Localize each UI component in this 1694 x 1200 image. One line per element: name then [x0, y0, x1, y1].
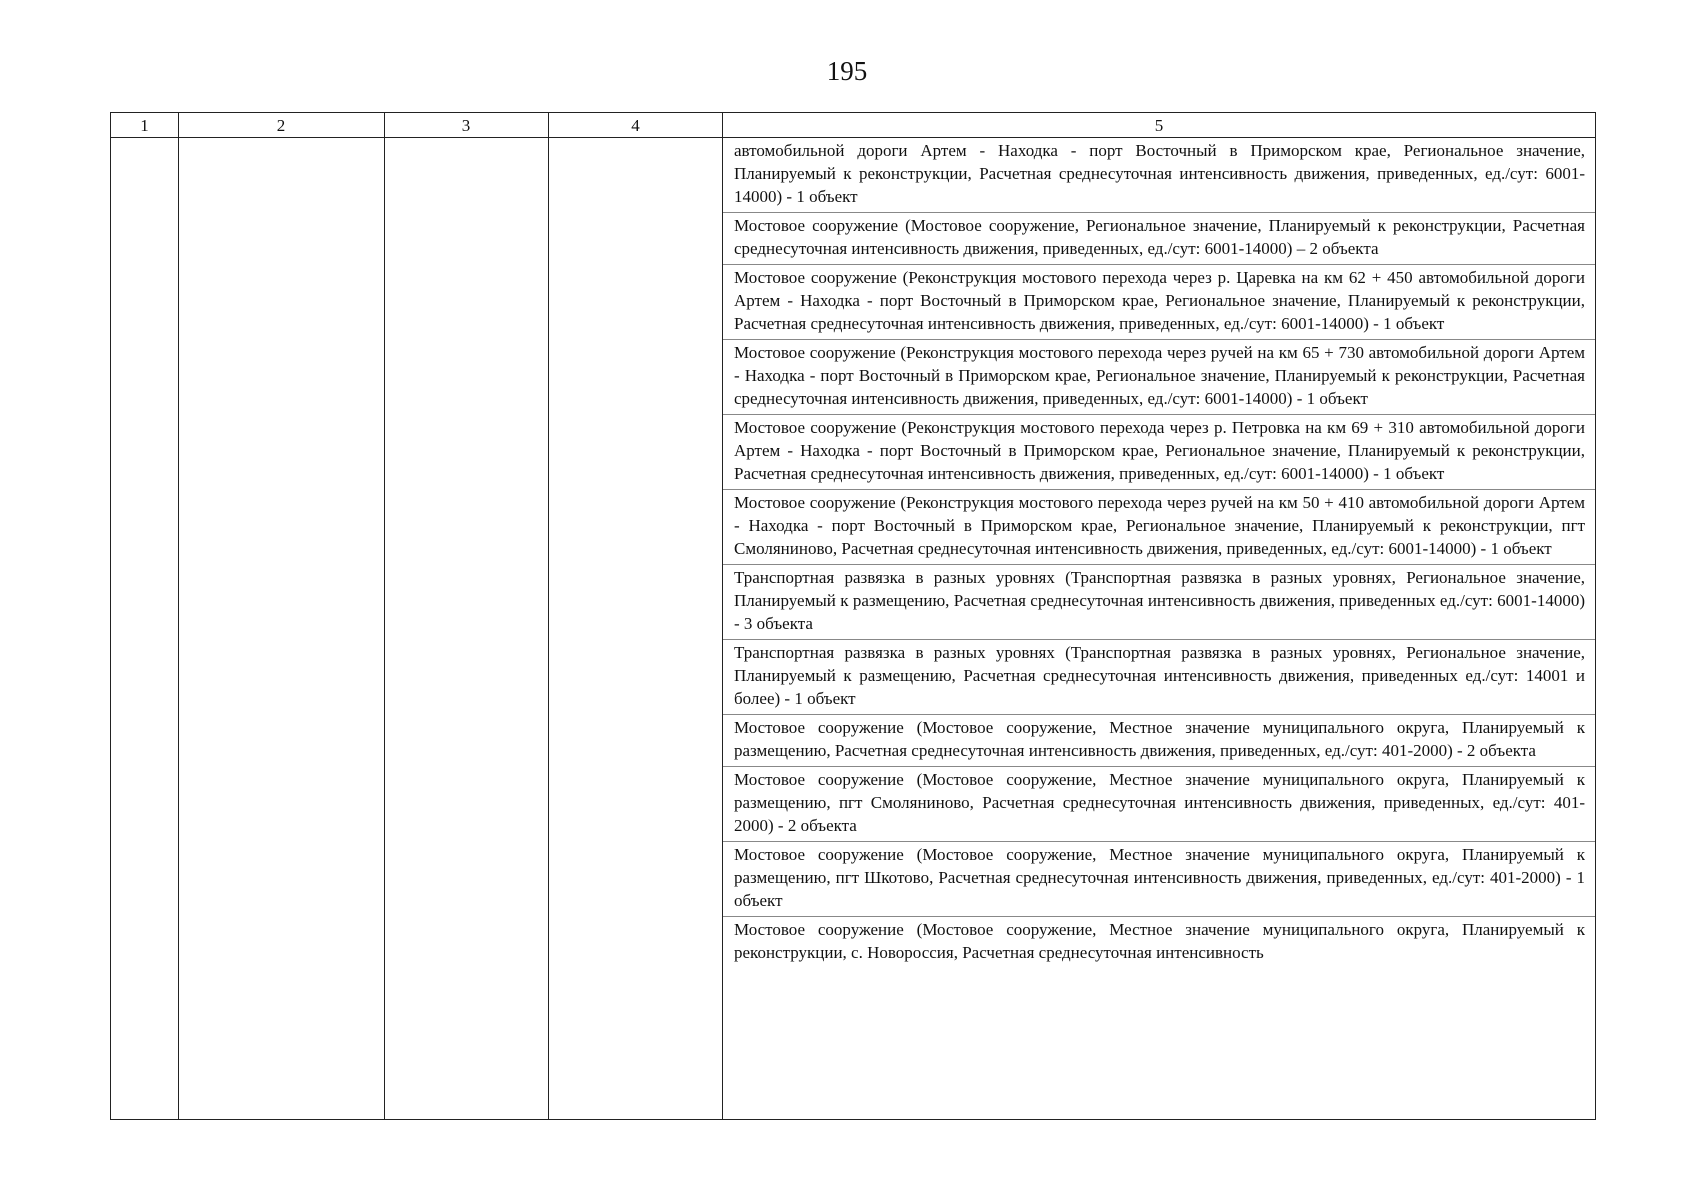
table-cell-entry: Мостовое сооружение (Реконструкция мостового перехода через ручей на км 65 + 730 автомобильной дороги Артем - Находка - порт Восточный в Приморском крае, Региональное значение, Планируемый к реконструкции, Расчетная среднесуточная интенсивность движения, приведенных, ед./сут: 6001-14000) - 1 объект	[723, 340, 1595, 415]
table-cell-entry: Мостовое сооружение (Мостовое сооружение, Местное значение муниципального округа, Планируемый к размещению, Расчетная среднесуточная интенсивность движения, приведенных, ед./сут: 401-2000) - 2 объекта	[723, 715, 1595, 767]
table-header-row	[111, 113, 1595, 138]
table-cell-entry: Мостовое сооружение (Мостовое сооружение, Местное значение муниципального округа, Планируемый к размещению, пгт Смоляниново, Расчетная среднесуточная интенсивность движения, приведенных, ед./сут: 401-2000) - 2 объекта	[723, 767, 1595, 842]
table-cell-entry: Мостовое сооружение (Мостовое сооружение, Региональное значение, Планируемый к реконструкции, Расчетная среднесуточная интенсивность движения, приведенных, ед./сут: 6001-14000) – 2 объекта	[723, 213, 1595, 265]
column-header-5: 5	[1154, 116, 1164, 135]
table-cell-entry: Мостовое сооружение (Реконструкция мостового перехода через р. Петровка на км 69 + 310 автомобильной дороги Артем - Находка - порт Восточный в Приморском крае, Региональное значение, Планируемый к реконструкции, Расчетная среднесуточная интенсивность движения, приведенных, ед./сут: 6001-14000) - 1 объект	[723, 415, 1595, 490]
column-header-4: 4	[631, 116, 640, 135]
column-divider	[178, 113, 179, 1119]
table-cell-entry: Мостовое сооружение (Реконструкция мостового перехода через р. Царевка на км 62 + 450 автомобильной дороги Артем - Находка - порт Восточный в Приморском крае, Региональное значение, Планируемый к реконструкции, Расчетная среднесуточная интенсивность движения, приведенных, ед./сут: 6001-14000) - 1 объект	[723, 265, 1595, 340]
column-5-content	[723, 138, 1595, 1119]
table-cell-entry: автомобильной дороги Артем - Находка - порт Восточный в Приморском крае, Региональное значение, Планируемый к реконструкции, Расчетная среднесуточная интенсивность движения, приведенных, ед./сут: 6001-14000) - 1 объект	[723, 138, 1595, 213]
column-divider	[384, 113, 385, 1119]
column-header-3: 3	[461, 116, 471, 135]
page-number: 195	[826, 56, 868, 86]
table-cell-entry: Транспортная развязка в разных уровнях (Транспортная развязка в разных уровнях, Региональное значение, Планируемый к размещению, Расчетная среднесуточная интенсивность движения, приведенных ед./сут: 6001-14000) - 3 объекта	[723, 565, 1595, 640]
column-divider	[548, 113, 549, 1119]
table-cell-entry: Мостовое сооружение (Мостовое сооружение, Местное значение муниципального округа, Планируемый к реконструкции, с. Новороссия, Расчетная среднесуточная интенсивность	[734, 920, 1585, 962]
column-header-2: 2	[276, 116, 286, 135]
table-cell-entry: Мостовое сооружение (Мостовое сооружение, Местное значение муниципального округа, Планируемый к размещению, пгт Шкотово, Расчетная среднесуточная интенсивность движения, приведенных, ед./сут: 401-2000) - 1 объект	[723, 842, 1595, 917]
table-cell-entry: Транспортная развязка в разных уровнях (Транспортная развязка в разных уровнях, Региональное значение, Планируемый к размещению, Расчетная среднесуточная интенсивность движения, приведенных ед./сут: 14001 и более) - 1 объект	[723, 640, 1595, 715]
data-table	[110, 112, 1596, 1120]
column-header-1: 1	[140, 116, 149, 135]
table-cell-entry: Мостовое сооружение (Реконструкция мостового перехода через ручей на км 50 + 410 автомобильной дороги Артем - Находка - порт Восточный в Приморском крае, Региональное значение, Планируемый к реконструкции, пгт Смоляниново, Расчетная среднесуточная интенсивность движения, приведенных, ед./сут: 6001-14000) - 1 объект	[723, 490, 1595, 565]
